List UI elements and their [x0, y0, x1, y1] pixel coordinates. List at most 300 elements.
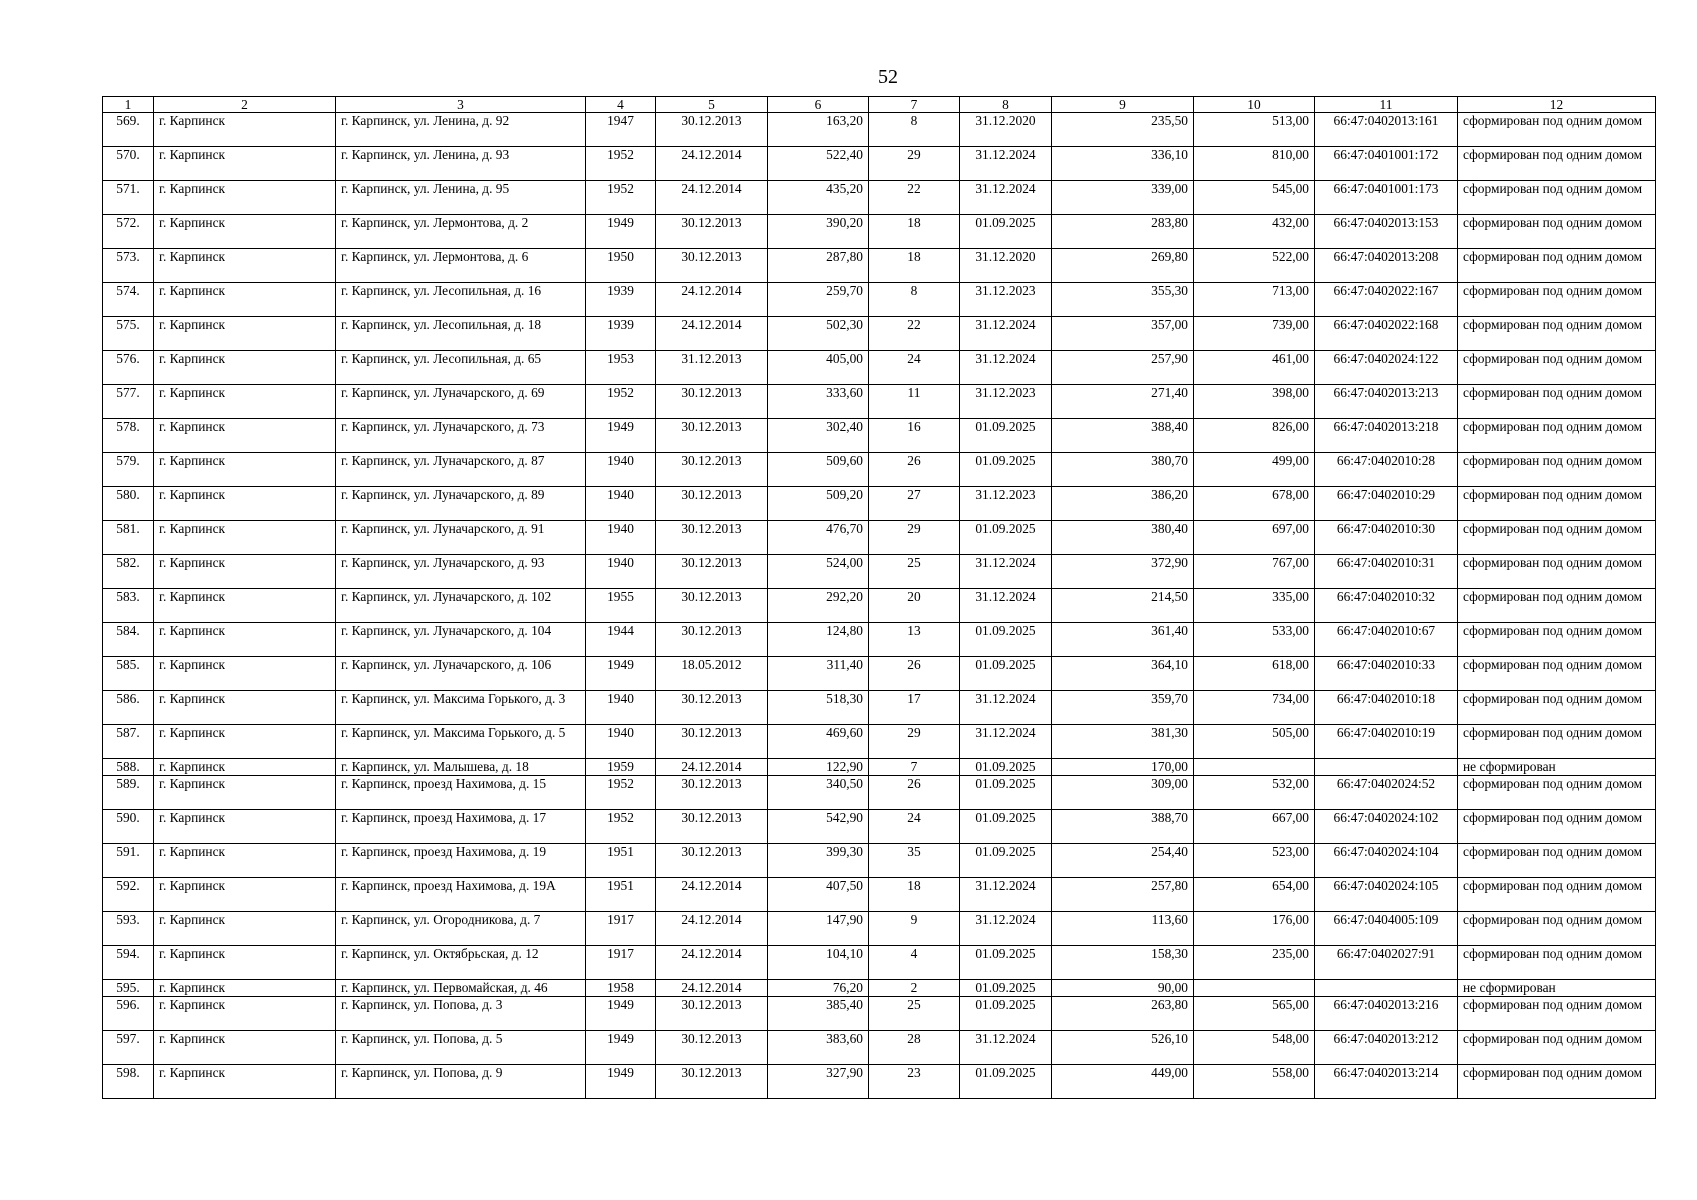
cell-residents: 26: [869, 453, 960, 487]
cell-date: 30.12.2013: [656, 555, 768, 589]
cell-deadline: 01.09.2025: [960, 1065, 1052, 1099]
cell-deadline: 01.09.2025: [960, 215, 1052, 249]
column-header-7: 7: [869, 97, 960, 113]
table-row: [103, 351, 1656, 385]
cell-area-2: 364,10: [1052, 657, 1194, 691]
cell-deadline: 01.09.2025: [960, 980, 1052, 997]
cell-date: 24.12.2014: [656, 878, 768, 912]
cell-cadastral-number: [1315, 980, 1458, 997]
cell-address: г. Карпинск, проезд Нахимова, д. 19: [336, 844, 586, 878]
cell-address: г. Карпинск, ул. Октябрьская, д. 12: [336, 946, 586, 980]
cell-area-3: 697,00: [1194, 521, 1315, 555]
cell-cadastral-number: 66:47:0402010:28: [1315, 453, 1458, 487]
cell-row-number: 597.: [103, 1031, 154, 1065]
cell-row-number: 585.: [103, 657, 154, 691]
table-row: [103, 878, 1656, 912]
cell-residents: 16: [869, 419, 960, 453]
cell-address: г. Карпинск, проезд Нахимова, д. 17: [336, 810, 586, 844]
cell-area-3: [1194, 759, 1315, 776]
column-header-8: 8: [960, 97, 1052, 113]
cell-land-status: сформирован под одним домом: [1458, 844, 1656, 878]
cell-area: 509,60: [768, 453, 869, 487]
table-row: [103, 249, 1656, 283]
cell-cadastral-number: 66:47:0402024:105: [1315, 878, 1458, 912]
cell-year-built: 1917: [586, 946, 656, 980]
cell-date: 30.12.2013: [656, 385, 768, 419]
cell-area-3: 826,00: [1194, 419, 1315, 453]
cell-area: 399,30: [768, 844, 869, 878]
table-row: [103, 844, 1656, 878]
cell-deadline: 01.09.2025: [960, 776, 1052, 810]
cell-settlement: г. Карпинск: [154, 419, 336, 453]
cell-cadastral-number: 66:47:0402013:216: [1315, 997, 1458, 1031]
cell-land-status: сформирован под одним домом: [1458, 147, 1656, 181]
cell-deadline: 31.12.2024: [960, 912, 1052, 946]
cell-settlement: г. Карпинск: [154, 980, 336, 997]
cell-settlement: г. Карпинск: [154, 555, 336, 589]
cell-area-2: 269,80: [1052, 249, 1194, 283]
cell-area-2: 90,00: [1052, 980, 1194, 997]
cell-area-2: 388,40: [1052, 419, 1194, 453]
cell-row-number: 596.: [103, 997, 154, 1031]
cell-cadastral-number: 66:47:0402010:32: [1315, 589, 1458, 623]
cell-land-status: сформирован под одним домом: [1458, 113, 1656, 147]
table-row: [103, 912, 1656, 946]
cell-date: 30.12.2013: [656, 453, 768, 487]
cell-area-3: 654,00: [1194, 878, 1315, 912]
cell-address: г. Карпинск, ул. Огородникова, д. 7: [336, 912, 586, 946]
cell-residents: 29: [869, 725, 960, 759]
cell-year-built: 1951: [586, 878, 656, 912]
cell-row-number: 578.: [103, 419, 154, 453]
cell-year-built: 1952: [586, 147, 656, 181]
cell-deadline: 31.12.2024: [960, 725, 1052, 759]
header-row: [103, 97, 1656, 113]
cell-area-2: 372,90: [1052, 555, 1194, 589]
cell-cadastral-number: 66:47:0402013:153: [1315, 215, 1458, 249]
cell-area-3: 499,00: [1194, 453, 1315, 487]
cell-year-built: 1944: [586, 623, 656, 657]
cell-land-status: не сформирован: [1458, 759, 1656, 776]
cell-land-status: сформирован под одним домом: [1458, 385, 1656, 419]
cell-date: 24.12.2014: [656, 759, 768, 776]
cell-year-built: 1952: [586, 385, 656, 419]
cell-date: 30.12.2013: [656, 810, 768, 844]
cell-date: 24.12.2014: [656, 980, 768, 997]
page-number: 52: [878, 66, 898, 88]
cell-area: 385,40: [768, 997, 869, 1031]
cell-area-3: [1194, 980, 1315, 997]
cell-settlement: г. Карпинск: [154, 589, 336, 623]
cell-year-built: 1949: [586, 1031, 656, 1065]
cell-area-2: 526,10: [1052, 1031, 1194, 1065]
cell-residents: 28: [869, 1031, 960, 1065]
cell-address: г. Карпинск, ул. Лесопильная, д. 18: [336, 317, 586, 351]
cell-date: 18.05.2012: [656, 657, 768, 691]
cell-year-built: 1949: [586, 997, 656, 1031]
cell-settlement: г. Карпинск: [154, 1065, 336, 1099]
cell-residents: 17: [869, 691, 960, 725]
cell-area: 259,70: [768, 283, 869, 317]
cell-land-status: сформирован под одним домом: [1458, 555, 1656, 589]
cell-cadastral-number: 66:47:0402024:122: [1315, 351, 1458, 385]
cell-area: 383,60: [768, 1031, 869, 1065]
cell-residents: 25: [869, 997, 960, 1031]
cell-year-built: 1940: [586, 521, 656, 555]
table-row: [103, 1065, 1656, 1099]
cell-deadline: 31.12.2020: [960, 249, 1052, 283]
cell-date: 30.12.2013: [656, 997, 768, 1031]
column-header-11: 11: [1315, 97, 1458, 113]
cell-row-number: 595.: [103, 980, 154, 997]
cell-year-built: 1940: [586, 725, 656, 759]
cell-date: 24.12.2014: [656, 912, 768, 946]
cell-area: 124,80: [768, 623, 869, 657]
cell-date: 30.12.2013: [656, 113, 768, 147]
column-header-12: 12: [1458, 97, 1656, 113]
cell-area: 542,90: [768, 810, 869, 844]
cell-area-3: 558,00: [1194, 1065, 1315, 1099]
cell-row-number: 598.: [103, 1065, 154, 1099]
cell-residents: 22: [869, 181, 960, 215]
cell-row-number: 593.: [103, 912, 154, 946]
cell-area-2: 355,30: [1052, 283, 1194, 317]
cell-settlement: г. Карпинск: [154, 810, 336, 844]
cell-cadastral-number: 66:47:0402013:213: [1315, 385, 1458, 419]
cell-land-status: сформирован под одним домом: [1458, 725, 1656, 759]
cell-area-2: 113,60: [1052, 912, 1194, 946]
cell-settlement: г. Карпинск: [154, 912, 336, 946]
cell-cadastral-number: 66:47:0401001:172: [1315, 147, 1458, 181]
cell-cadastral-number: 66:47:0402024:102: [1315, 810, 1458, 844]
cell-address: г. Карпинск, ул. Луначарского, д. 73: [336, 419, 586, 453]
cell-area: 407,50: [768, 878, 869, 912]
cell-residents: 8: [869, 283, 960, 317]
cell-area-3: 235,00: [1194, 946, 1315, 980]
cell-residents: 24: [869, 351, 960, 385]
cell-address: г. Карпинск, ул. Луначарского, д. 104: [336, 623, 586, 657]
cell-land-status: сформирован под одним домом: [1458, 351, 1656, 385]
cell-residents: 7: [869, 759, 960, 776]
cell-cadastral-number: 66:47:0402013:161: [1315, 113, 1458, 147]
cell-cadastral-number: [1315, 759, 1458, 776]
cell-residents: 26: [869, 657, 960, 691]
cell-residents: 35: [869, 844, 960, 878]
cell-year-built: 1949: [586, 215, 656, 249]
cell-area-2: 235,50: [1052, 113, 1194, 147]
cell-residents: 22: [869, 317, 960, 351]
cell-area-3: 432,00: [1194, 215, 1315, 249]
cell-land-status: сформирован под одним домом: [1458, 946, 1656, 980]
cell-year-built: 1949: [586, 419, 656, 453]
cell-residents: 9: [869, 912, 960, 946]
cell-residents: 29: [869, 147, 960, 181]
cell-deadline: 01.09.2025: [960, 453, 1052, 487]
table-row: [103, 623, 1656, 657]
table-row: [103, 776, 1656, 810]
cell-land-status: сформирован под одним домом: [1458, 317, 1656, 351]
cell-deadline: 01.09.2025: [960, 521, 1052, 555]
cell-area-3: 461,00: [1194, 351, 1315, 385]
table-row: [103, 997, 1656, 1031]
cell-address: г. Карпинск, ул. Лермонтова, д. 6: [336, 249, 586, 283]
cell-row-number: 580.: [103, 487, 154, 521]
cell-area: 163,20: [768, 113, 869, 147]
cell-row-number: 588.: [103, 759, 154, 776]
table-row: [103, 555, 1656, 589]
cell-area-3: 522,00: [1194, 249, 1315, 283]
cell-year-built: 1949: [586, 657, 656, 691]
cell-cadastral-number: 66:47:0402010:30: [1315, 521, 1458, 555]
cell-address: г. Карпинск, ул. Лермонтова, д. 2: [336, 215, 586, 249]
cell-settlement: г. Карпинск: [154, 147, 336, 181]
cell-cadastral-number: 66:47:0402010:19: [1315, 725, 1458, 759]
cell-cadastral-number: 66:47:0401001:173: [1315, 181, 1458, 215]
cell-date: 30.12.2013: [656, 725, 768, 759]
cell-row-number: 582.: [103, 555, 154, 589]
cell-land-status: сформирован под одним домом: [1458, 878, 1656, 912]
table-row: [103, 810, 1656, 844]
cell-residents: 24: [869, 810, 960, 844]
cell-date: 30.12.2013: [656, 589, 768, 623]
cell-settlement: г. Карпинск: [154, 351, 336, 385]
cell-row-number: 583.: [103, 589, 154, 623]
cell-area-2: 386,20: [1052, 487, 1194, 521]
cell-area: 390,20: [768, 215, 869, 249]
cell-row-number: 587.: [103, 725, 154, 759]
cell-address: г. Карпинск, ул. Ленина, д. 92: [336, 113, 586, 147]
cell-settlement: г. Карпинск: [154, 487, 336, 521]
cell-residents: 2: [869, 980, 960, 997]
cell-date: 30.12.2013: [656, 215, 768, 249]
cell-area: 333,60: [768, 385, 869, 419]
cell-area: 122,90: [768, 759, 869, 776]
cell-area: 104,10: [768, 946, 869, 980]
cell-deadline: 01.09.2025: [960, 997, 1052, 1031]
column-header-3: 3: [336, 97, 586, 113]
cell-land-status: сформирован под одним домом: [1458, 249, 1656, 283]
cell-year-built: 1955: [586, 589, 656, 623]
cell-area-3: 523,00: [1194, 844, 1315, 878]
column-header-2: 2: [154, 97, 336, 113]
cell-deadline: 31.12.2024: [960, 147, 1052, 181]
cell-address: г. Карпинск, ул. Попова, д. 5: [336, 1031, 586, 1065]
cell-year-built: 1940: [586, 691, 656, 725]
cell-residents: 18: [869, 878, 960, 912]
cell-area-2: 359,70: [1052, 691, 1194, 725]
cell-settlement: г. Карпинск: [154, 691, 336, 725]
cell-area-3: 667,00: [1194, 810, 1315, 844]
cell-address: г. Карпинск, ул. Первомайская, д. 46: [336, 980, 586, 997]
cell-residents: 18: [869, 249, 960, 283]
cell-area: 476,70: [768, 521, 869, 555]
cell-settlement: г. Карпинск: [154, 1031, 336, 1065]
cell-settlement: г. Карпинск: [154, 759, 336, 776]
cell-land-status: сформирован под одним домом: [1458, 419, 1656, 453]
cell-cadastral-number: 66:47:0402010:33: [1315, 657, 1458, 691]
cell-year-built: 1953: [586, 351, 656, 385]
cell-deadline: 01.09.2025: [960, 759, 1052, 776]
cell-row-number: 594.: [103, 946, 154, 980]
cell-address: г. Карпинск, ул. Луначарского, д. 91: [336, 521, 586, 555]
cell-date: 30.12.2013: [656, 487, 768, 521]
cell-cadastral-number: 66:47:0402010:31: [1315, 555, 1458, 589]
cell-date: 30.12.2013: [656, 1065, 768, 1099]
cell-area-2: 254,40: [1052, 844, 1194, 878]
cell-deadline: 01.09.2025: [960, 419, 1052, 453]
cell-area: 469,60: [768, 725, 869, 759]
cell-date: 30.12.2013: [656, 623, 768, 657]
cell-cadastral-number: 66:47:0402024:52: [1315, 776, 1458, 810]
cell-land-status: сформирован под одним домом: [1458, 521, 1656, 555]
cell-address: г. Карпинск, ул. Попова, д. 9: [336, 1065, 586, 1099]
cell-area: 405,00: [768, 351, 869, 385]
cell-address: г. Карпинск, ул. Лесопильная, д. 16: [336, 283, 586, 317]
cell-area-2: 158,30: [1052, 946, 1194, 980]
cell-area: 518,30: [768, 691, 869, 725]
column-header-4: 4: [586, 97, 656, 113]
cell-area: 287,80: [768, 249, 869, 283]
cell-year-built: 1958: [586, 980, 656, 997]
cell-deadline: 31.12.2023: [960, 283, 1052, 317]
cell-settlement: г. Карпинск: [154, 946, 336, 980]
cell-land-status: сформирован под одним домом: [1458, 657, 1656, 691]
cell-cadastral-number: 66:47:0402022:167: [1315, 283, 1458, 317]
cell-year-built: 1952: [586, 810, 656, 844]
cell-address: г. Карпинск, ул. Луначарского, д. 106: [336, 657, 586, 691]
cell-residents: 20: [869, 589, 960, 623]
cell-row-number: 589.: [103, 776, 154, 810]
cell-settlement: г. Карпинск: [154, 623, 336, 657]
cell-year-built: 1952: [586, 181, 656, 215]
table-row: [103, 317, 1656, 351]
cell-address: г. Карпинск, ул. Луначарского, д. 87: [336, 453, 586, 487]
cell-cadastral-number: 66:47:0402010:18: [1315, 691, 1458, 725]
cell-area-3: 739,00: [1194, 317, 1315, 351]
cell-row-number: 571.: [103, 181, 154, 215]
cell-year-built: 1952: [586, 776, 656, 810]
cell-row-number: 590.: [103, 810, 154, 844]
cell-area: 524,00: [768, 555, 869, 589]
cell-area-3: 713,00: [1194, 283, 1315, 317]
cell-settlement: г. Карпинск: [154, 113, 336, 147]
cell-area-2: 361,40: [1052, 623, 1194, 657]
cell-deadline: 31.12.2023: [960, 385, 1052, 419]
cell-address: г. Карпинск, проезд Нахимова, д. 15: [336, 776, 586, 810]
cell-year-built: 1917: [586, 912, 656, 946]
cell-date: 30.12.2013: [656, 691, 768, 725]
cell-area-2: 449,00: [1052, 1065, 1194, 1099]
cell-area-2: 336,10: [1052, 147, 1194, 181]
table-row: [103, 283, 1656, 317]
cell-area: 340,50: [768, 776, 869, 810]
table-row: [103, 487, 1656, 521]
cell-row-number: 570.: [103, 147, 154, 181]
cell-area-3: 565,00: [1194, 997, 1315, 1031]
cell-address: г. Карпинск, ул. Максима Горького, д. 3: [336, 691, 586, 725]
cell-cadastral-number: 66:47:0404005:109: [1315, 912, 1458, 946]
cell-date: 30.12.2013: [656, 521, 768, 555]
cell-residents: 29: [869, 521, 960, 555]
cell-land-status: сформирован под одним домом: [1458, 810, 1656, 844]
cell-area-3: 533,00: [1194, 623, 1315, 657]
cell-residents: 18: [869, 215, 960, 249]
cell-area: 522,40: [768, 147, 869, 181]
cell-residents: 11: [869, 385, 960, 419]
cell-settlement: г. Карпинск: [154, 283, 336, 317]
cell-area-3: 618,00: [1194, 657, 1315, 691]
cell-date: 30.12.2013: [656, 249, 768, 283]
cell-year-built: 1940: [586, 555, 656, 589]
cell-deadline: 01.09.2025: [960, 657, 1052, 691]
cell-area-2: 214,50: [1052, 589, 1194, 623]
cell-year-built: 1947: [586, 113, 656, 147]
cell-area-3: 513,00: [1194, 113, 1315, 147]
cell-settlement: г. Карпинск: [154, 181, 336, 215]
cell-land-status: сформирован под одним домом: [1458, 215, 1656, 249]
cell-row-number: 572.: [103, 215, 154, 249]
cell-address: г. Карпинск, ул. Максима Горького, д. 5: [336, 725, 586, 759]
cell-land-status: не сформирован: [1458, 980, 1656, 997]
table-row: [103, 147, 1656, 181]
cell-settlement: г. Карпинск: [154, 878, 336, 912]
cell-area-2: 380,40: [1052, 521, 1194, 555]
cell-date: 30.12.2013: [656, 776, 768, 810]
cell-cadastral-number: 66:47:0402013:218: [1315, 419, 1458, 453]
cell-settlement: г. Карпинск: [154, 249, 336, 283]
cell-row-number: 577.: [103, 385, 154, 419]
cell-address: г. Карпинск, ул. Лесопильная, д. 65: [336, 351, 586, 385]
cell-land-status: сформирован под одним домом: [1458, 623, 1656, 657]
cell-year-built: 1940: [586, 487, 656, 521]
cell-land-status: сформирован под одним домом: [1458, 283, 1656, 317]
cell-row-number: 586.: [103, 691, 154, 725]
cell-area-2: 388,70: [1052, 810, 1194, 844]
cell-address: г. Карпинск, ул. Луначарского, д. 102: [336, 589, 586, 623]
cell-deadline: 01.09.2025: [960, 810, 1052, 844]
column-header-1: 1: [103, 97, 154, 113]
cell-settlement: г. Карпинск: [154, 844, 336, 878]
cell-settlement: г. Карпинск: [154, 385, 336, 419]
table-row: [103, 589, 1656, 623]
cell-cadastral-number: 66:47:0402013:212: [1315, 1031, 1458, 1065]
cell-area-3: 532,00: [1194, 776, 1315, 810]
cell-area-2: 339,00: [1052, 181, 1194, 215]
cell-date: 24.12.2014: [656, 946, 768, 980]
cell-area-2: 309,00: [1052, 776, 1194, 810]
cell-cadastral-number: 66:47:0402027:91: [1315, 946, 1458, 980]
cell-deadline: 01.09.2025: [960, 623, 1052, 657]
cell-year-built: 1951: [586, 844, 656, 878]
cell-area-3: 810,00: [1194, 147, 1315, 181]
cell-address: г. Карпинск, ул. Луначарского, д. 69: [336, 385, 586, 419]
cell-area-3: 176,00: [1194, 912, 1315, 946]
column-header-6: 6: [768, 97, 869, 113]
cell-residents: 8: [869, 113, 960, 147]
cell-area-2: 170,00: [1052, 759, 1194, 776]
cell-land-status: сформирован под одним домом: [1458, 589, 1656, 623]
cell-area-3: 767,00: [1194, 555, 1315, 589]
cell-row-number: 574.: [103, 283, 154, 317]
cell-area: 302,40: [768, 419, 869, 453]
column-header-10: 10: [1194, 97, 1315, 113]
cell-date: 24.12.2014: [656, 181, 768, 215]
cell-row-number: 592.: [103, 878, 154, 912]
cell-cadastral-number: 66:47:0402010:29: [1315, 487, 1458, 521]
cell-settlement: г. Карпинск: [154, 453, 336, 487]
cell-settlement: г. Карпинск: [154, 317, 336, 351]
cell-area-2: 380,70: [1052, 453, 1194, 487]
